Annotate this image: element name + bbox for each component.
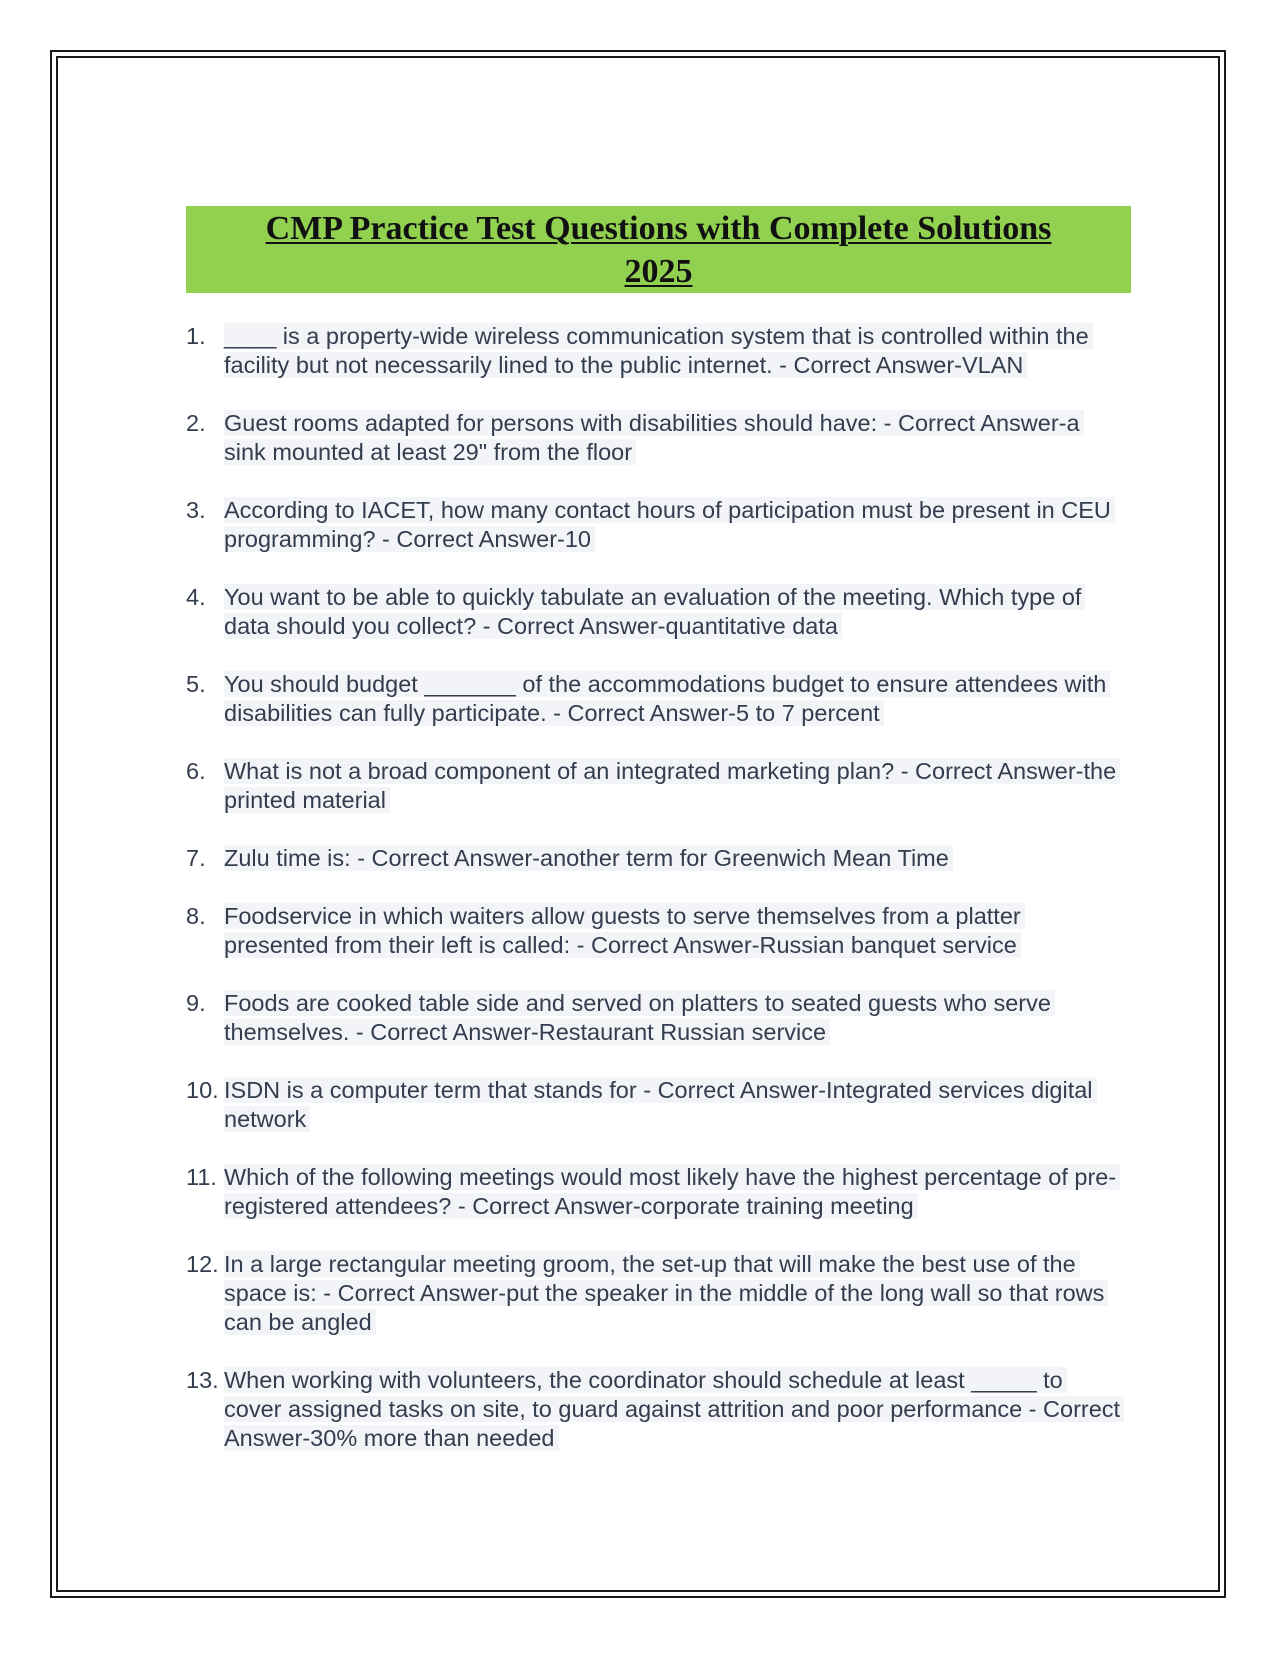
question-item [186,1163,1146,1221]
question-number: 6. [186,758,206,784]
document-title-line-2: 2025 [624,252,693,290]
question-number: 2. [186,410,206,436]
question-text-block [224,844,1124,873]
question-text: Zulu time is: - Correct Answer-another term for Greenwich Mean Time [224,845,953,871]
question-text: In a large rectangular meeting groom, the set-up that will make the best use of the space is: - Correct Answer-put the speaker in the middle of the long wall so that rows can be angled [224,1251,1108,1335]
question-text: Which of the following meetings would most likely have the highest percentage of pre-registered attendees? - Correct Answer-corporate training meeting [224,1164,1120,1219]
question-item [186,1250,1146,1337]
question-item [186,322,1146,380]
question-number: 1. [186,323,206,349]
question-number: 11. [186,1164,217,1190]
question-text-block [224,496,1124,554]
question-number: 13. [186,1367,219,1393]
question-text: According to IACET, how many contact hours of participation must be present in CEU programming? - Correct Answer-10 [224,497,1115,552]
question-number: 10. [186,1077,219,1103]
question-number: 7. [186,845,206,871]
question-item [186,1076,1146,1134]
question-text-block [224,322,1124,380]
question-text: Foods are cooked table side and served on platters to seated guests who serve themselves. - Correct Answer-Restaurant Russian service [224,990,1055,1045]
question-item [186,1366,1146,1453]
question-number: 12. [186,1251,219,1277]
question-item [186,989,1146,1047]
question-text: You want to be able to quickly tabulate an evaluation of the meeting. Which type of data should you collect? - Correct Answer-quantitative data [224,584,1085,639]
question-list [186,322,1146,1482]
question-number: 3. [186,497,206,523]
question-text-block [224,902,1124,960]
question-number: 5. [186,671,206,697]
question-item [186,409,1146,467]
question-text-block [224,757,1124,815]
document-title-line-1: CMP Practice Test Questions with Complete Solutions [265,209,1052,247]
question-text-block [224,1250,1124,1337]
question-text-block [224,583,1124,641]
question-text-block [224,989,1124,1047]
question-text: ____ is a property-wide wireless communication system that is controlled within the facility but not necessarily lined to the public internet. - Correct Answer-VLAN [224,323,1093,378]
question-item [186,496,1146,554]
question-text-block [224,670,1124,728]
question-item [186,757,1146,815]
question-item [186,670,1146,728]
question-text-block [224,1366,1124,1453]
document-title [266,207,1052,293]
question-text: ISDN is a computer term that stands for - Correct Answer-Integrated services digital network [224,1077,1097,1132]
question-item [186,583,1146,641]
question-text: Foodservice in which waiters allow guests to serve themselves from a platter presented from their left is called: - Correct Answer-Russian banquet service [224,903,1025,958]
question-item [186,844,1146,873]
question-item [186,902,1146,960]
question-text: Guest rooms adapted for persons with disabilities should have: - Correct Answer-a sink mounted at least 29" from the floor [224,410,1084,465]
question-text: What is not a broad component of an integrated marketing plan? - Correct Answer-the printed material [224,758,1120,813]
question-text-block [224,1163,1124,1221]
question-number: 8. [186,903,206,929]
question-number: 9. [186,990,206,1016]
question-text-block [224,1076,1124,1134]
question-number: 4. [186,584,206,610]
question-text: When working with volunteers, the coordinator should schedule at least _____ to cover assigned tasks on site, to guard against attrition and poor performance - Correct Answer-30% more than needed [224,1367,1124,1451]
question-text: You should budget _______ of the accommodations budget to ensure attendees with disabilities can fully participate. - Correct Answer-5 to 7 percent [224,671,1110,726]
title-banner [186,206,1131,293]
question-text-block [224,409,1124,467]
